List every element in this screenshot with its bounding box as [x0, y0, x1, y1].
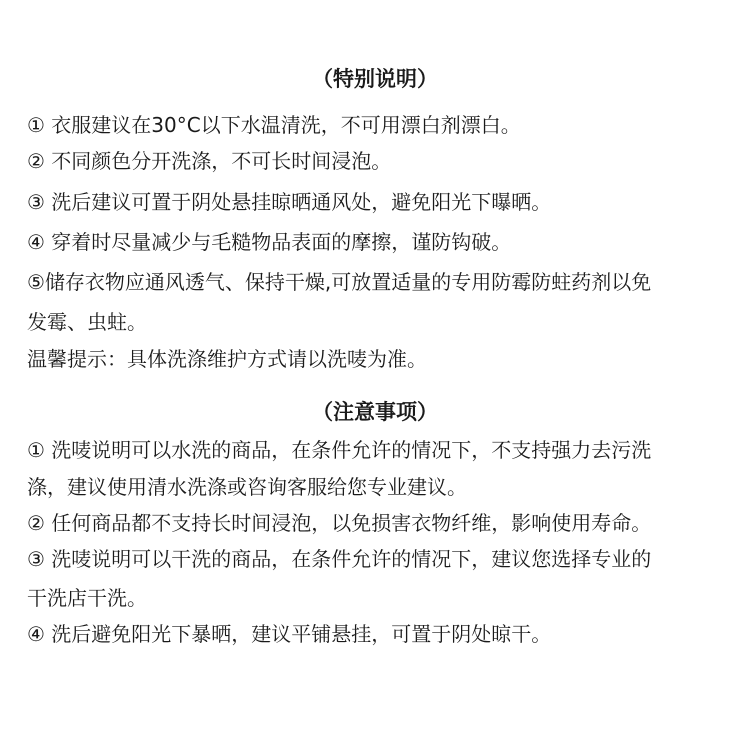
special-note-line-5-continued: 发霉、虫蛀。: [27, 310, 147, 334]
precaution-line-2: ② 任何商品都不支持长时间浸泡，以免损害衣物纤维，影响使用寿命。: [27, 511, 652, 535]
precaution-line-4: ④ 洗后避免阳光下暴晒，建议平铺悬挂，可置于阴处晾干。: [27, 622, 552, 646]
precaution-line-1: ① 洗唛说明可以水洗的商品，在条件允许的情况下，不支持强力去污洗: [27, 438, 652, 462]
special-notes-title: （特别说明）: [312, 67, 438, 91]
precaution-line-1-continued: 涤，建议使用清水洗涤或咨询客服给您专业建议。: [27, 475, 467, 499]
precaution-line-3: ③ 洗唛说明可以干洗的商品，在条件允许的情况下，建议您选择专业的: [27, 547, 652, 571]
warm-tip-line: 温馨提示：具体洗涤维护方式请以洗唛为准。: [27, 347, 427, 371]
special-note-line-4: ④ 穿着时尽量减少与毛糙物品表面的摩擦，谨防钩破。: [27, 230, 512, 254]
precaution-line-3-continued: 干洗店干洗。: [27, 586, 147, 610]
special-note-line-1: ① 衣服建议在30°C以下水温清洗，不可用漂白剂漂白。: [27, 113, 521, 137]
special-note-line-3: ③ 洗后建议可置于阴处悬挂晾晒通风处，避免阳光下曝晒。: [27, 190, 552, 214]
special-note-line-5: ⑤储存衣物应通风透气、保持干燥,可放置适量的专用防霉防蛀药剂以免: [27, 270, 652, 294]
precautions-title: （注意事项）: [312, 400, 438, 424]
special-note-line-2: ② 不同颜色分开洗涤，不可长时间浸泡。: [27, 149, 392, 173]
